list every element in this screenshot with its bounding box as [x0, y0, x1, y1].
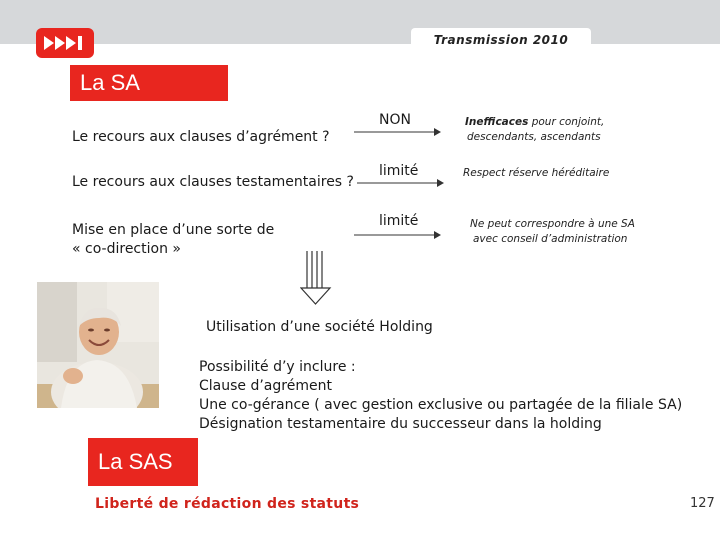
note-strong: Inefficaces	[465, 116, 529, 128]
possibility-line-2: Une co-gérance ( avec gestion exclusive ou partagée de la filiale SA)	[199, 397, 683, 413]
row-agrement-note-line1	[465, 115, 604, 129]
transmission-tab[interactable]: Transmission 2010	[411, 28, 591, 52]
row-codirection-label-line1: Mise en place d’une sorte de	[72, 222, 275, 238]
row-testamentaires-note: Respect réserve héréditaire	[463, 167, 610, 179]
possibility-line-3: Désignation testamentaire du successeur dans la holding	[199, 416, 602, 432]
row-codirection-status: limité	[379, 213, 419, 229]
sas-section-title: La SAS	[88, 438, 198, 486]
top-bar	[0, 0, 720, 44]
row-codirection-note-line1: Ne peut correspondre à une SA	[470, 218, 635, 230]
note-rest: pour conjoint,	[528, 116, 605, 128]
possibility-line-0: Possibilité d’y inclure :	[199, 359, 356, 375]
fast-forward-logo-icon	[36, 28, 94, 58]
row-testamentaires-status: limité	[379, 163, 419, 179]
holding-label: Utilisation d’une société Holding	[206, 319, 433, 335]
elderly-man-photo	[37, 282, 159, 408]
hollow-down-arrow-icon	[300, 250, 332, 306]
row-codirection-label-line2: « co-direction »	[72, 241, 181, 257]
row-agrement-note-line2: descendants, ascendants	[467, 131, 601, 143]
row-testamentaires-label: Le recours aux clauses testamentaires ?	[72, 174, 354, 190]
page-number: 127	[690, 496, 715, 511]
statuts-label: Liberté de rédaction des statuts	[95, 496, 360, 512]
row-agrement-label: Le recours aux clauses d’agrément ?	[72, 129, 330, 145]
possibility-line-1: Clause d’agrément	[199, 378, 332, 394]
row-agrement-status: NON	[379, 112, 411, 128]
row-codirection-note-line2: avec conseil d’administration	[473, 233, 628, 245]
sa-section-title: La SA	[70, 65, 228, 101]
